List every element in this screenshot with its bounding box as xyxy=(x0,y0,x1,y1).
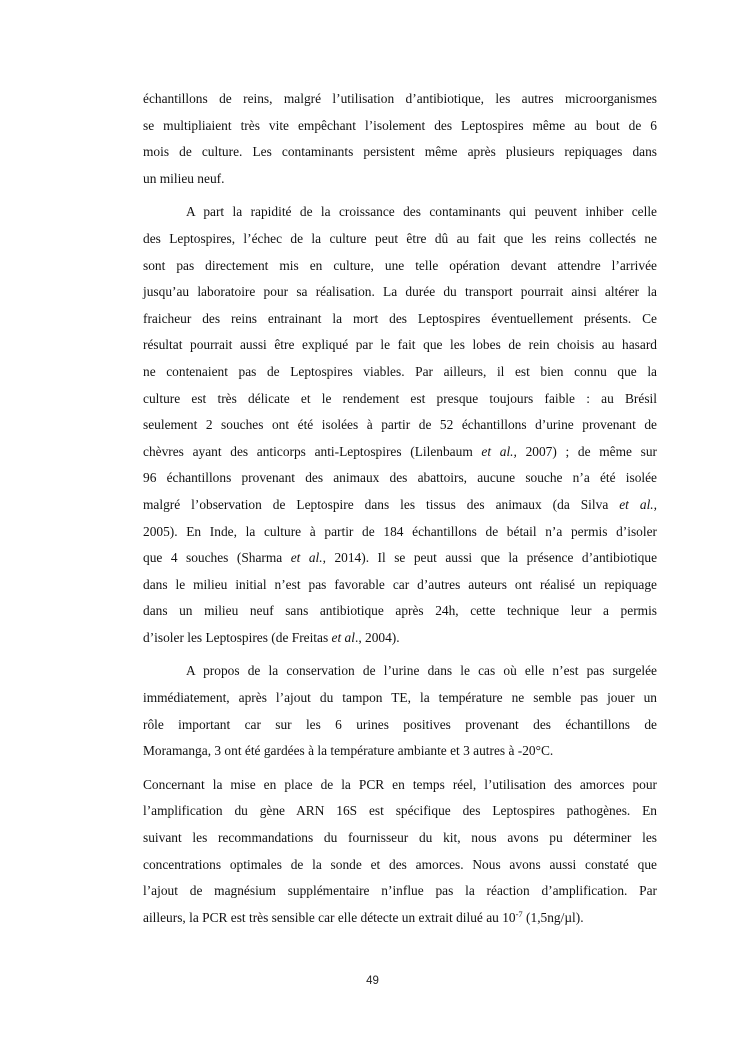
text-line: Moramanga, 3 ont été gardées à la température ambiante et 3 autres à -20°C. xyxy=(143,743,554,759)
text-line: A part la rapidité de la croissance des contaminants qui peuvent inhiber celle xyxy=(186,204,657,220)
text-line: résultat pourrait aussi être expliqué par le fait que les lobes de rein choisis au hasard xyxy=(143,337,657,353)
paragraph-1 xyxy=(143,86,657,192)
text-line: échantillons de reins, malgré l’utilisation d’antibiotique, les autres microorganismes xyxy=(143,91,657,106)
citation-etal: et al. xyxy=(290,550,323,566)
text-line: des Leptospires, l’échec de la culture peut être dû au fait que les reins collectés ne xyxy=(143,230,657,246)
text-line: fraicheur des reins entrainant la mort des Leptospires éventuellement présents. Ce xyxy=(143,310,657,326)
text-line: seulement 2 souches ont été isolées à partir de 52 échantillons d’urine provenant de xyxy=(143,417,657,433)
text-line: chèvres ayant des anticorps anti-Leptospires (Lilenbaum et al., 2007) ; de même sur xyxy=(143,443,658,459)
text-line: d’isoler les Leptospires (de Freitas et al., 2004). xyxy=(143,629,400,645)
text-line: se multipliaient très vite empêchant l’isolement des Leptospires même au bout de 6 xyxy=(143,117,657,133)
text-line: 2005). En Inde, la culture à partir de 184 échantillons de bétail n’a permis d’isoler xyxy=(143,523,657,539)
text-line: ne contenaient pas de Leptospires viables. Par ailleurs, il est bien connu que la xyxy=(143,363,657,379)
text-line: malgré l’observation de Leptospire dans les tissus des animaux (da Silva et al., xyxy=(143,496,657,512)
text-line: que 4 souches (Sharma et al., 2014). Il se peut aussi que la présence d’antibiotique xyxy=(143,550,658,566)
exponent: -7 xyxy=(515,908,523,919)
paragraph-3 xyxy=(143,658,657,764)
paragraph-2 xyxy=(143,199,657,651)
text-line: A propos de la conservation de l’urine dans le cas où elle n’est pas surgelée xyxy=(186,663,657,679)
text-line: ailleurs, la PCR est très sensible car elle détecte un extrait dilué au $10^{-7}$ (1,5ng/µl). xyxy=(143,908,584,925)
text-line: l’ajout de magnésium supplémentaire n’influe pas la réaction d’amplification. Par xyxy=(143,883,657,899)
text-line: immédiatement, après l’ajout du tampon TE, la température ne semble pas jouer un xyxy=(143,690,657,706)
text-line: jusqu’au laboratoire pour sa réalisation. La durée du transport pourrait ainsi altérer la xyxy=(143,284,657,300)
text-line: sont pas directement mis en culture, une telle opération devant attendre l’arrivée xyxy=(143,257,657,273)
text-line: rôle important car sur les 6 urines positives provenant des échantillons de xyxy=(143,716,657,732)
text-line: mois de culture. Les contaminants persistent même après plusieurs repiquages dans xyxy=(143,144,657,160)
text-line: dans un milieu neuf sans antibiotique après 24h, cette technique leur a permis xyxy=(143,603,657,619)
citation-etal: et al., xyxy=(619,496,657,512)
text-line: un milieu neuf. xyxy=(143,170,225,186)
page-number: 49 xyxy=(366,975,379,987)
paragraph-4 xyxy=(143,772,657,932)
text-line: 96 échantillons provenant des animaux des abattoirs, aucune souche n’a été isolée xyxy=(143,470,657,486)
text-line: l’amplification du gène ARN 16S est spécifique des Leptospires pathogènes. En xyxy=(143,803,657,819)
text-line: dans le milieu initial n’est pas favorable car d’autres auteurs ont réalisé un repiquage xyxy=(143,576,657,592)
text-line: culture est très délicate et le rendement est presque toujours faible : au Brésil xyxy=(143,390,657,406)
citation-etal: et al., xyxy=(481,443,517,459)
text-line: suivant les recommandations du fournisseur du kit, nous avons pu déterminer les xyxy=(143,830,657,846)
citation-etal: et al xyxy=(331,629,355,645)
document-body xyxy=(143,86,657,931)
text-line: Concernant la mise en place de la PCR en temps réel, l’utilisation des amorces pour xyxy=(143,776,657,792)
text-line: concentrations optimales de la sonde et des amorces. Nous avons aussi constaté que xyxy=(143,856,657,872)
